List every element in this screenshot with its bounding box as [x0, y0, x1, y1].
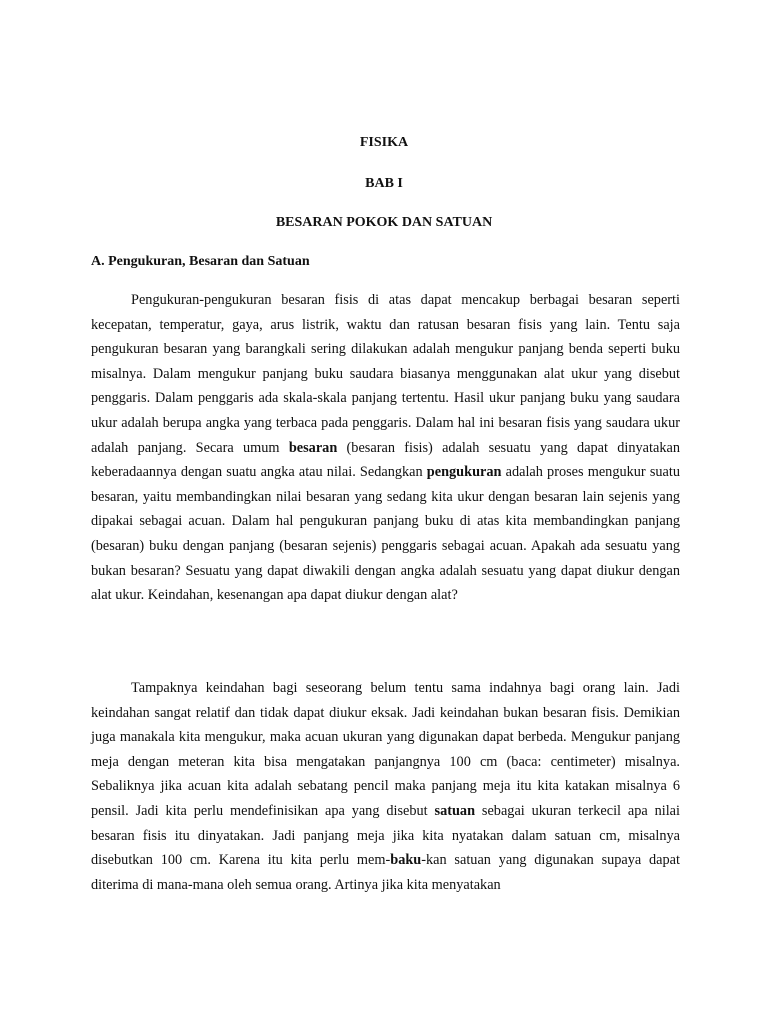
- paragraph-2-text-a: Tampaknya keindahan bagi seseorang belum tentu sama indahnya bagi orang lain. Jadi keindahan sangat relatif dan tidak dapat diukur eksak. Jadi keindahan bukan besaran fisis. Demikian juga manakala kita mengukur, maka acuan ukuran yang digunakan dapat berbeda. Mengukur panjang meja dengan meteran kita bisa mengatakan panjangnya 100 cm (baca: centimeter) misalnya. Sebaliknya jika acuan kita adalah sebatang pencil maka panjang meja itu kita katakan misalnya 6 pensil. Jadi kita perlu mendefinisikan apa yang disebut: [91, 680, 680, 819]
- paragraph-1-text-e: adalah proses mengukur suatu besaran, yaitu membandingkan nilai besaran yang sedang kita ukur dengan besaran lain sejenis yang dipakai sebagai acuan. Dalam hal pengukuran panjang buku di atas kita membandingkan panjang (besaran) buku dengan panjang (besaran sejenis) penggaris sebagai acuan. Apakah ada sesuatu yang bukan besaran? Sesuatu yang dapat diwakili dengan angka adalah sesuatu yang dapat diukur dengan alat ukur. Keindahan, kesenangan apa dapat diukur dengan alat?: [91, 464, 680, 604]
- paragraph-1: [91, 288, 680, 608]
- term-satuan: satuan: [434, 802, 476, 819]
- paragraph-1-text-a: Pengukuran-pengukuran besaran fisis di atas dapat mencakup berbagai besaran seperti kecepatan, temperatur, gaya, arus listrik, waktu dan ratusan besaran fisis yang lain. Tentu saja pengukuran besaran yang barangkali sering dilakukan adalah mengukur panjang benda seperti buku misalnya. Dalam mengukur panjang buku saudara biasanya menggunakan alat ukur yang disebut penggaris. Dalam penggaris ada skala-skala panjang tertentu. Hasil ukur panjang buku yang saudara ukur adalah berupa angka yang terbaca pada penggaris. Dalam hal ini besaran fisis yang saudara ukur adalah panjang. Secara umum: [91, 292, 680, 456]
- term-besaran: besaran: [288, 439, 338, 456]
- term-baku: baku: [390, 852, 422, 869]
- chapter-title: BESARAN POKOK DAN SATUAN: [275, 215, 493, 230]
- section-heading: A. Pengukuran, Besaran dan Satuan: [91, 254, 310, 269]
- paragraph-2-text-e: -kan satuan yang digunakan supaya dapat diterima di mana-mana oleh semua orang. Artinya jika kita menyatakan: [91, 852, 680, 893]
- subject-title: FISIKA: [359, 135, 409, 150]
- paragraph-2-text-c: sebagai ukuran terkecil apa nilai besaran fisis itu dinyatakan. Jadi panjang meja jika kita nyatakan dalam satuan cm, misalnya disebutkan 100 cm. Karena itu kita perlu mem-: [91, 802, 680, 869]
- chapter-number: BAB I: [365, 176, 403, 191]
- paragraph-2: [91, 676, 680, 897]
- paragraph-1-text-c: (besaran fisis) adalah sesuatu yang dapat dinyatakan keberadaannya dengan suatu angka atau nilai. Sedangkan: [91, 439, 680, 481]
- term-pengukuran: pengukuran: [426, 464, 502, 481]
